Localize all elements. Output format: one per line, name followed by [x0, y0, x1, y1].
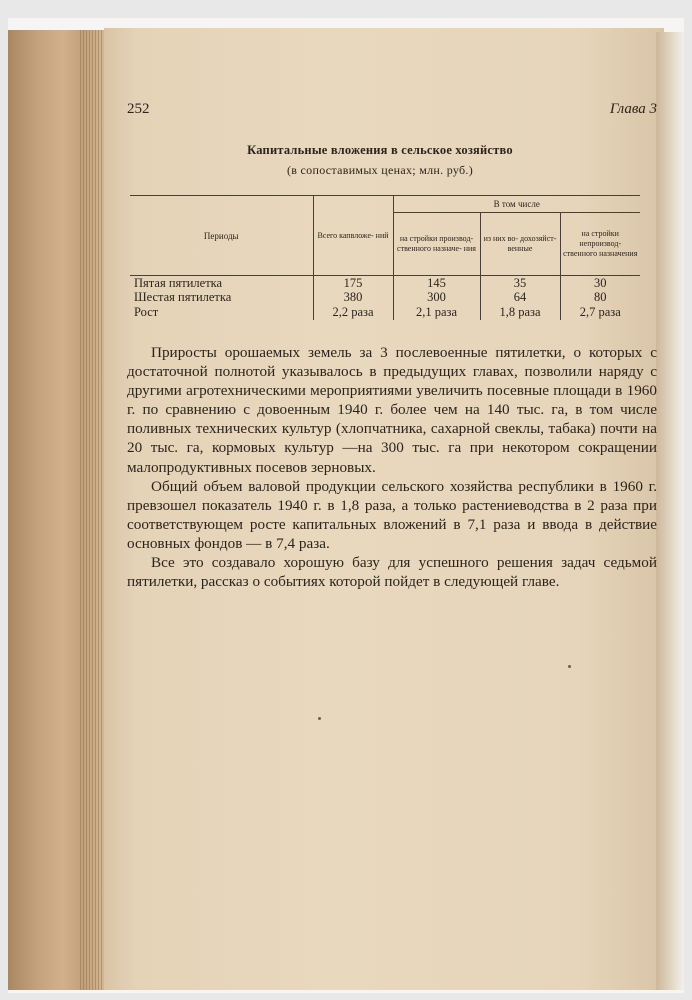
- cell-total: 380: [313, 290, 393, 304]
- cell-non-production: 2,7 раза: [579, 305, 621, 319]
- table-subtitle: (в сопоставимых ценах; млн. руб.): [286, 163, 473, 177]
- cell-period: Шестая пятилетка: [130, 290, 313, 304]
- col-group-header: В том числе: [393, 196, 640, 213]
- paragraph: Приросты орошаемых земель за 3 послевоенные пятилетки, о которых с достаточной полнотой указывалось в предыдущих главах, позволили наряду с другими агротехническими мероприятиями увеличить посевные площади в 1960 г. по сравнению с довоенным 1940 г. более чем на 140 тыс. га, в том числе поливных технических культур (хлопчатника, сахарной свеклы, табака) почти на 20 тыс. га, кормовых культур —на 300 тыс. га при некотором сокращении малопродуктивных посевов зерновых.: [127, 344, 657, 476]
- cell-intra-farm: 35: [480, 276, 560, 291]
- paper-speck: [568, 665, 571, 668]
- cell-total: 175: [313, 276, 393, 291]
- table-row: [130, 290, 640, 304]
- paragraph: Общий объем валовой продукции сельского хозяйства республики в 1960 г. превзошел показатель 1940 г. в 1,8 раза, а только растениеводства в 2 раза при соответствующем росте капитальных вложений в 7,1 раза и ввода в действие основных фондов — в 7,4 раза.: [127, 477, 657, 552]
- chapter-label: Глава 3: [609, 101, 657, 117]
- col-header-production: на стройки производ- ственного назначе- ния: [393, 213, 480, 276]
- cell-intra-farm: 64: [480, 290, 560, 304]
- cell-production: 300: [393, 290, 480, 304]
- table-title: Капитальные вложения в сельское хозяйство: [247, 143, 513, 157]
- running-header: [127, 101, 657, 121]
- cell-non-production: 80: [594, 290, 607, 304]
- page-number: 252: [127, 101, 150, 117]
- cell-period: Пятая пятилетка: [130, 276, 313, 291]
- col-header-periods: Периоды: [130, 196, 313, 276]
- cell-period: Рост: [130, 304, 313, 320]
- col-header-intra-farm: из них вo- дохозяйст- венные: [480, 213, 560, 276]
- cell-production: 145: [393, 276, 480, 291]
- cell-non-production: 30: [594, 276, 607, 290]
- col-header-total: Всего капвложе- ний: [313, 196, 393, 276]
- cell-intra-farm: 1,8 раза: [480, 304, 560, 320]
- paper-speck: [318, 717, 321, 720]
- table-row: [130, 276, 640, 291]
- cell-production: 2,1 раза: [393, 304, 480, 320]
- investment-table: [130, 195, 640, 320]
- col-header-non-production: на стройки непроизвод- ственного назначения: [563, 229, 638, 258]
- table-row: [130, 304, 640, 320]
- paragraph: Все это создавало хорошую базу для успешного решения задач седьмой пятилетки, рассказ о событиях которой пойдет в следующей главе.: [127, 554, 657, 591]
- cell-total: 2,2 раза: [313, 304, 393, 320]
- body-text: [127, 343, 657, 591]
